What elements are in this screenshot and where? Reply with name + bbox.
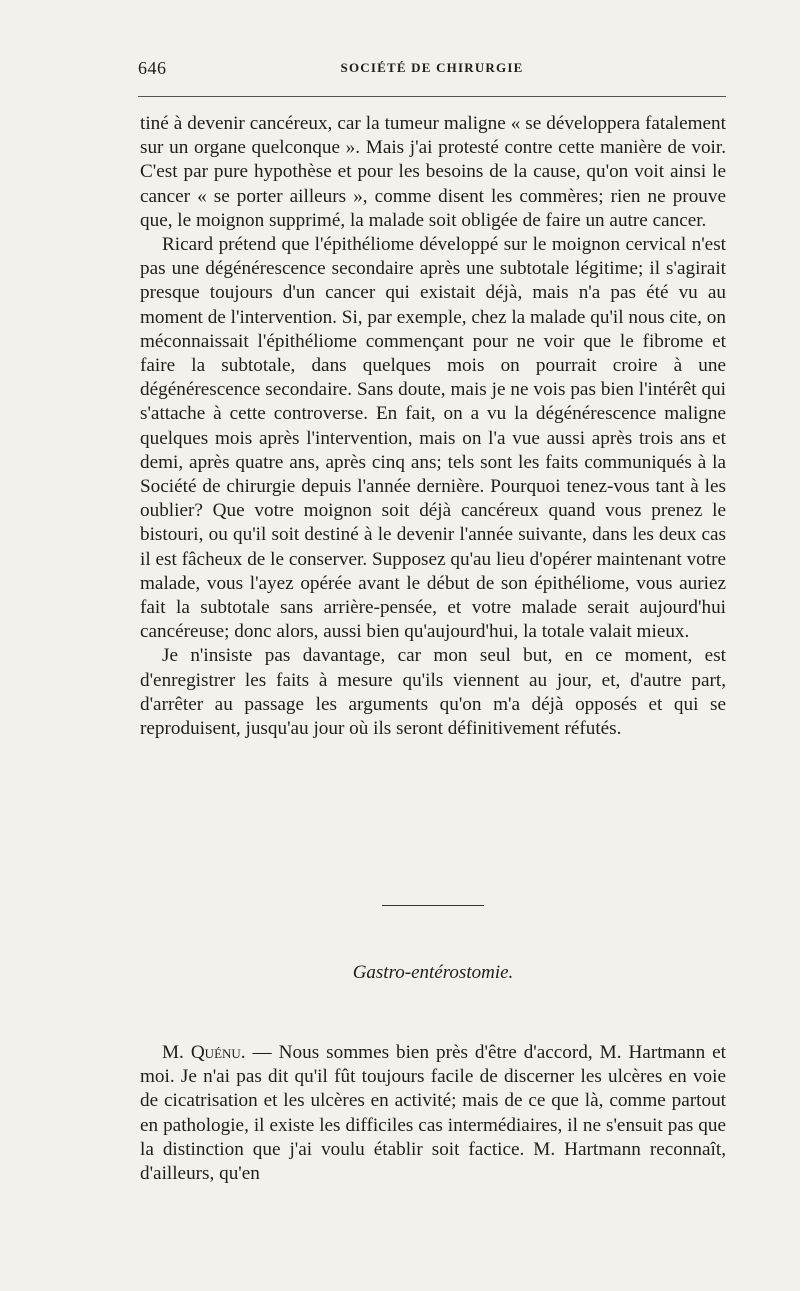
speaker-name: M. Quénu. <box>162 1042 246 1063</box>
paragraph-continuation: tiné à devenir cancéreux, car la tumeur maligne « se développera fatalement sur un organe quelconque ». Mais j'ai protesté contre cette manière de voir. C'est par pure hypothèse et pour les besoins de la cause, qu'on voit ainsi le cancer « se porter ailleurs », comme disent les commères; rien ne prouve que, le moignon supprimé, la malade soit obligée de faire un autre cancer. <box>140 113 726 231</box>
paragraph-quenu <box>140 1041 726 1186</box>
page-number: 646 <box>138 58 167 78</box>
paragraph-conclusion: Je n'insiste pas davantage, car mon seul but, en ce moment, est d'enregistrer les faits à mesure qu'ils viennent au jour, et, d'autre part, d'arrêter au passage les arguments qu'on m'a déjà opposés et qui se reproduisent, jusqu'au jour où ils seront définitivement réfutés. <box>140 645 726 740</box>
speaker-remarks: — Nous sommes bien près d'être d'accord, M. Hartmann et moi. Je n'ai pas dit qu'il fût toujours facile de discerner les ulcères en voie de cicatrisation et les ulcères en activité; mais de ce que là, comme partout en pathologie, il existe les difficiles cas intermédiaires, il ne s'ensuit pas que la distinction que j'ai voulu établir soit factice. M. Hartmann reconnaît, d'ailleurs, qu'en <box>140 1042 726 1185</box>
header-rule <box>138 96 726 97</box>
section-title: Gastro-entérostomie. <box>352 962 514 983</box>
body-text <box>140 112 726 741</box>
running-title: SOCIÉTÉ DE CHIRURGIE <box>340 60 524 75</box>
paragraph-ricard: Ricard prétend que l'épithéliome développé sur le moignon cervical n'est pas une dégénérescence secondaire après une subtotale légitime; il s'agirait presque toujours d'un cancer qui existait déjà, mais n'a pas été vu au moment de l'intervention. Si, par exemple, chez la malade qu'il nous cite, on méconnaissait l'épithéliome commençant pour ne voir que le fibrome et faire la subtotale, dans quelques mois on pourrait croire à une dégénérescence secondaire. Sans doute, mais je ne vois pas bien l'intérêt qui s'attache à cette controverse. En fait, on a vu la dégénérescence maligne quelques mois après l'intervention, mais on l'a vue aussi après trois ans et demi, après quatre ans, après cinq ans; tels sont les faits communiqués à la Société de chirurgie depuis l'année dernière. Pourquoi tenez-vous tant à les oublier? Que votre moignon soit déjà cancéreux quand vous prenez le bistouri, ou qu'il soit destiné à le devenir l'année suivante, dans les deux cas il est fâcheux de le conserver. Supposez qu'au lieu d'opérer maintenant votre malade, vous l'ayez opérée avant le début de son épithéliome, vous auriez fait la subtotale sans arrière-pensée, et votre malade serait aujourd'hui cancéreuse; donc alors, aussi bien qu'aujourd'hui, la totale valait mieux. <box>140 234 726 643</box>
section-divider <box>382 905 484 906</box>
running-header <box>138 58 726 86</box>
discussion-text <box>140 1041 726 1186</box>
